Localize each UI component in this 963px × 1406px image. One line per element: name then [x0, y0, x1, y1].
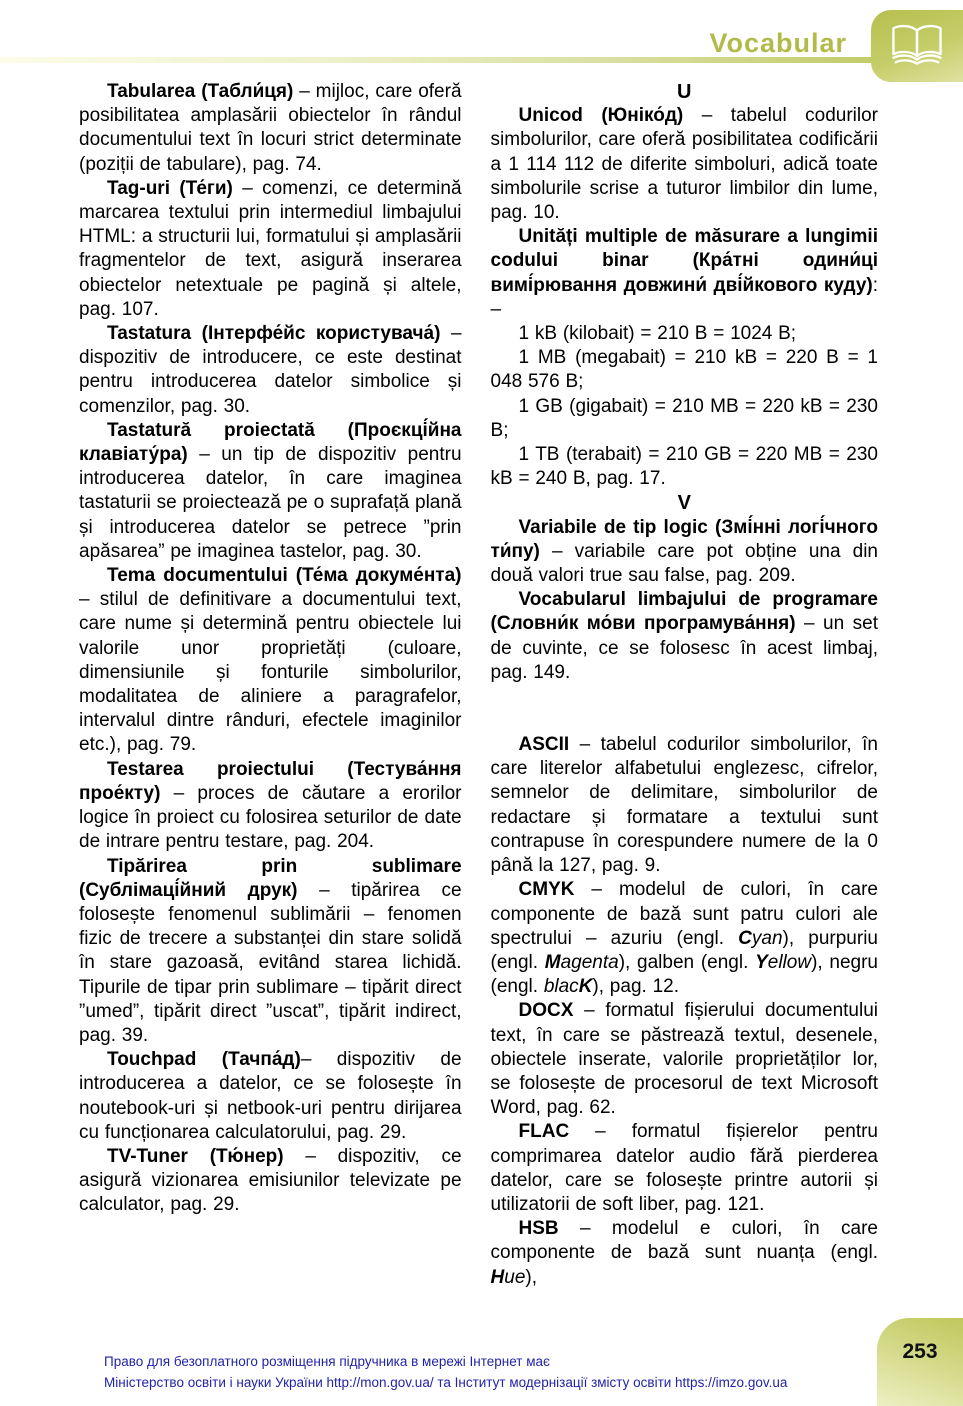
glossary-text: ), [525, 1266, 537, 1288]
glossary-text: – formatul fișierelor pentru comprimarea datelor audio fără pierderea datelor, care se folosește printre autorii și utilizatorii de soft liber, pag. 121. [490, 1121, 878, 1215]
glossary-entry [79, 1145, 462, 1218]
column-spacer [491, 685, 878, 733]
glossary-text: 1 TB (terabait) = 210 GB = 220 MB = 230 kB = 240 B, pag. 17. [490, 444, 878, 490]
glossary-term: Unicod (Юніко́д) [518, 105, 684, 127]
glossary-text: blac [543, 976, 579, 998]
glossary-term: M [544, 951, 561, 973]
glossary-left-column [79, 80, 462, 1290]
glossary-text: ), galben (engl. [618, 951, 756, 973]
glossary-text: 1 MB (megabait) = 210 kB = 220 B = 1 048 576 B; [490, 347, 878, 393]
open-book-icon [888, 22, 946, 70]
glossary-term: C [738, 927, 752, 949]
glossary-entry [491, 346, 878, 394]
glossary-entry [491, 1120, 878, 1217]
glossary-term: TV-Tuner (Тю́нер) [107, 1145, 284, 1167]
glossary-text: – mijloc, care oferă posibilitatea amplasării obiectelor în rândul documentului text în locuri strict determinate (poziții de tabulare), pag. 74. [79, 81, 462, 175]
glossary-text: – tabelul codurilor simbolurilor, care oferă posibilitatea codificării a 1 114 112 de diferite simboluri, adică toate simbolurile scrise a tuturor limbilor din lume, pag. 10. [490, 105, 878, 224]
page-number-badge [877, 1318, 963, 1406]
glossary-term: Tipărirea prin sublimare (Сублімаці́йний друк) [79, 855, 462, 901]
glossary-text: – tipărirea ce folosește fenomenul sublimării – fenomen fizic de trecere a substanței din stare solidă în stare gazoasă, evitând starea lichidă. Tipurile de tipar prin sublimare – tipărit direct ”umed”, tipărit direct ”uscat”, tipărit indirect, pag. 39. [79, 879, 462, 1046]
glossary-text: 1 GB (gigabait) = 210 MB = 220 kB = 230 B; [490, 395, 878, 441]
section-letter: V [677, 492, 691, 515]
glossary-term: Vocabularul limbajului de programare (Словни́к мо́ви програмува́ння) [490, 589, 878, 635]
glossary-term: HSB [518, 1218, 559, 1240]
glossary-term: Tema documentului (Те́ма докуме́нта) [107, 565, 462, 587]
glossary-text: – un tip de dispozitiv pentru introducerea datelor, în care imaginea tastaturii se proiectează pe o suprafață plană și introducerea datelor se petrece ”prin apăsarea” pe imaginea tastelor, pag. 30. [79, 444, 462, 562]
book-badge [871, 10, 963, 82]
glossary-entry [491, 999, 878, 1120]
glossary-text: ), purpuriu (engl. [490, 927, 878, 973]
two-column-body [79, 80, 878, 1290]
glossary-term: Y [755, 951, 768, 973]
glossary-entry [491, 733, 878, 878]
glossary-right-column [491, 80, 878, 1290]
glossary-term: Tag-uri (Те́ги) [107, 177, 233, 199]
footer-line-1: Право для безоплатного розміщення підручника в мережі Інтернет має [104, 1354, 550, 1369]
page-number: 253 [902, 1340, 938, 1363]
glossary-text: ), pag. 12. [592, 976, 679, 998]
glossary-term: Tastatură proiectată (Проєкці́йна клавіату́ра) [79, 419, 462, 466]
glossary-entry [79, 322, 462, 419]
glossary-text: – formatul fișierului documentului text, în care se păstrează textul, desenele, obiectele inserate, valorile proprietăților lor, se folosește de procesorul de text Microsoft Word, pag. 62. [490, 1000, 878, 1119]
glossary-text: – dispozitiv, ce asigură vizionarea emisiunilor televizate pe calculator, pag. 29. [79, 1145, 462, 1216]
page-header-title: Vocabular [709, 28, 847, 58]
glossary-entry [491, 443, 878, 491]
glossary-entry [79, 1048, 462, 1145]
glossary-entry [491, 322, 878, 346]
glossary-text: ), negru (engl. [490, 951, 878, 998]
glossary-entry [79, 80, 462, 177]
glossary-term: Testarea proiectului (Тестува́ння прое́кту) [79, 758, 462, 804]
glossary-text: 1 kB (kilobait) = 210 B = 1024 B; [518, 323, 797, 345]
glossary-text: – tabelul codurilor simbolurilor, în care literelor alfabetului englezesc, cifrelor, semnelor de delimitare, simbolurilor de redactare și formatare a textului sunt contrapuse în corespundere numere de la 0 până la 127, pag. 9. [490, 734, 878, 877]
glossary-entry [79, 855, 462, 1049]
section-letter: U [677, 81, 692, 103]
glossary-text: – comenzi, ce determină marcarea textului prin intermediul limbajului HTML: a structurii lui, formatului și amplasării fragmentelor de text, asigură inserarea obiectelor netextuale pe pagină și altele, pag. 107. [79, 177, 462, 320]
glossary-text: – proces de căutare a erorilor logice în proiect cu folosirea seturilor de date de intrare pentru testare, pag. 204. [79, 782, 462, 853]
glossary-term: Variabile de tip logic (Змі́нні логі́чного ти́пу) [490, 516, 878, 562]
glossary-text: – stilul de definitivare a documentului text, care nume și determină pentru obiectele lui valorile unor proprietăți (culoare, dimensiunile și fonturile simbolurilor, modalitatea de aliniere a paragrafelor, intervalul dintre rânduri, efectele imaginilor etc.), pag. 79. [79, 589, 462, 756]
glossary-term: Tabularea (Табли́ця) [107, 81, 294, 102]
glossary-term: FLAC [518, 1121, 570, 1143]
glossary-entry [491, 588, 878, 685]
glossary-text: – modelul e culori, în care componente de bază sunt nuanța (engl. [490, 1218, 878, 1264]
glossary-text: yan [751, 927, 783, 949]
glossary-term: Unități multiple de măsurare a lungimii codului binar (Кра́тні одини́ці вимі́рювання довжини́ дві́йкового куду) [490, 226, 878, 296]
glossary-entry [491, 225, 878, 322]
glossary-term: Tastatura (Інтерфе́йс користувача́) [107, 323, 441, 345]
imprint-footer [104, 1352, 787, 1393]
glossary-entry [491, 104, 878, 225]
glossary-term: DOCX [518, 1000, 574, 1022]
glossary-text: – un set de cuvinte, ce se folosesc în acest limbaj, pag. 149. [490, 613, 878, 683]
glossary-text: ellow [767, 951, 812, 973]
glossary-text: – modelul de culori, în care componente de bază sunt patru culori ale spectrului – azuriu (engl. [490, 879, 878, 949]
glossary-term: H [490, 1266, 505, 1288]
glossary-text: agenta [560, 951, 619, 973]
glossary-entry [491, 516, 878, 589]
glossary-entry [79, 758, 462, 855]
footer-line-2: Міністерство освіти і науки України http://mon.gov.ua/ та Інститут модернізації змісту освіти https://imzo.gov.ua [104, 1374, 788, 1390]
glossary-term: ASCII [518, 734, 570, 756]
glossary-term: Touchpad (Тачпа́д) [107, 1049, 301, 1071]
glossary-entry [491, 1217, 878, 1290]
glossary-entry [79, 564, 462, 758]
glossary-text: ue [504, 1266, 526, 1288]
glossary-text: – dispozitiv de introducere, ce este destinat pentru introducerea datelor simbolice și comenzilor, pag. 30. [79, 323, 462, 417]
glossary-entry [491, 395, 878, 443]
glossary-term: K [578, 976, 593, 998]
glossary-entry [79, 177, 462, 322]
glossary-entry [79, 419, 462, 564]
glossary-text: : – [490, 274, 878, 320]
glossary-term: CMYK [518, 879, 575, 901]
glossary-text: – variabile care pot obține una din două valori true sau false, pag. 209. [490, 540, 878, 587]
glossary-text: – dispozitiv de introducerea a datelor, ce se folosește în noutebook-uri și netbook-uri pentru dirijarea cu funcționarea calculatorului, pag. 29. [79, 1049, 462, 1143]
glossary-entry [491, 878, 878, 999]
